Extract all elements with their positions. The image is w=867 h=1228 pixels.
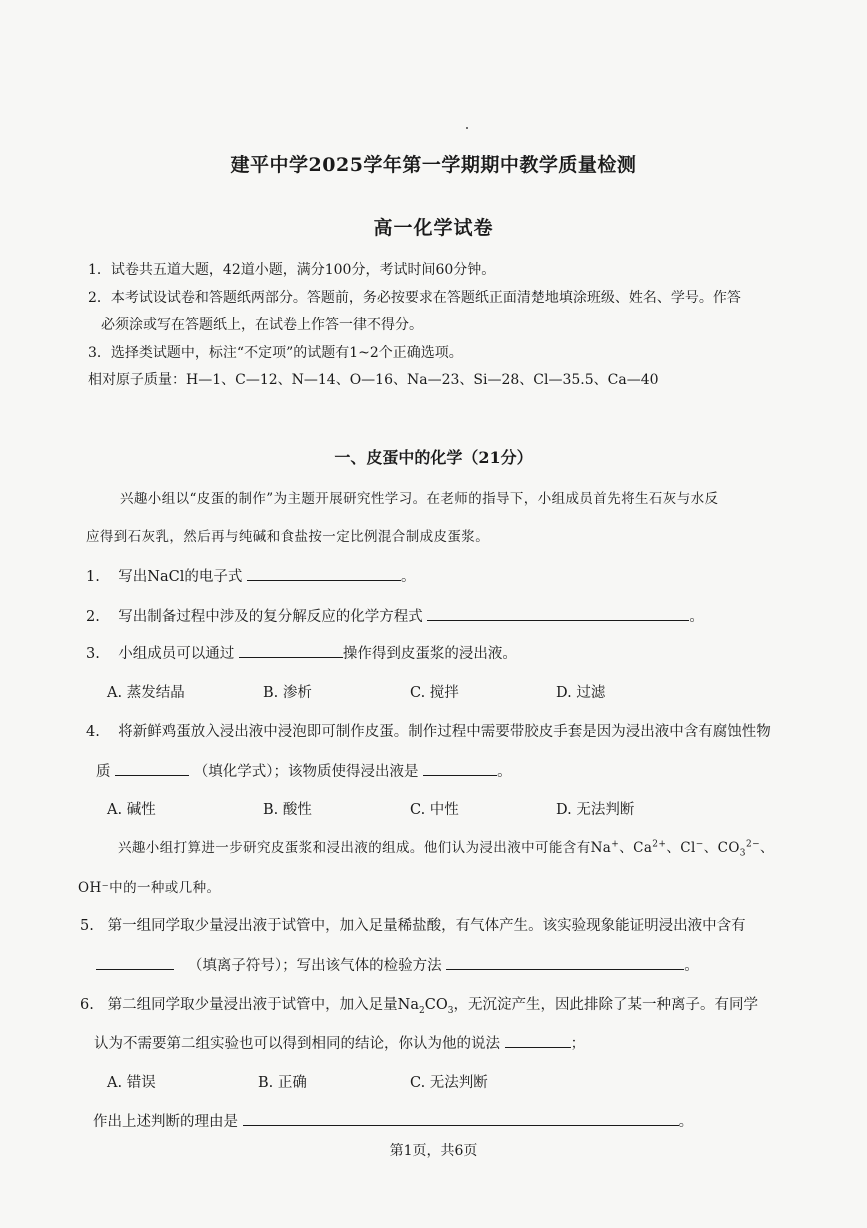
atomic-masses: 相对原子质量：H—1、C—12、N—14、O—16、Na—23、Si—28、Cl—35.5、Ca—40 [88, 372, 659, 388]
section-intro-line2: 应得到石灰乳，然后再与纯碱和食盐按一定比例混合制成皮蛋浆。 [86, 529, 490, 545]
option-a: A. 碱性 [107, 802, 156, 818]
note-2-cont: 必须涂或写在答题纸上，在试卷上作答一律不得分。 [101, 317, 423, 333]
question-text: 将新鲜鸡蛋放入浸出液中浸泡即可制作皮蛋。制作过程中需要带胶皮手套是因为浸出液中含有腐蚀性物 [118, 724, 771, 740]
option-d: D. 无法判断 [556, 802, 635, 818]
answer-blank[interactable] [446, 955, 684, 970]
question-5 [80, 914, 746, 935]
question-end: 。 [689, 609, 704, 625]
subsection-intro-line1: 兴趣小组打算进一步研究皮蛋浆和浸出液的组成。他们认为浸出液中可能含有Na+、$Ca^{2+}$、Cl−、$CO_3^{2-}$、 [118, 839, 774, 859]
answer-blank[interactable] [96, 955, 174, 970]
question-6-line2 [94, 1032, 585, 1053]
answer-blank[interactable] [115, 761, 189, 776]
question-end: 。 [400, 569, 416, 585]
option-d: D. 过滤 [556, 685, 606, 701]
question-text: 操作得到皮蛋浆的浸出液。 [342, 646, 517, 662]
question-number: 6. [80, 997, 94, 1013]
question-text: 写出制备过程中涉及的复分解反应的化学方程式 [118, 609, 423, 625]
section-intro-line1: 兴趣小组以“皮蛋的制作”为主题开展研究性学习。在老师的指导下，小组成员首先将生石灰与水反 [120, 491, 719, 507]
question-4-line2 [96, 760, 512, 781]
answer-blank[interactable] [505, 1033, 571, 1048]
question-number: 2. [86, 609, 100, 625]
option-b: B. 正确 [258, 1075, 307, 1091]
question-6: 6. 第二组同学取少量浸出液于试管中，加入足量$Na_2CO_3$，无沉淀产生，因此排除了某一种离子。有同学 [80, 997, 758, 1016]
option-c: C. 无法判断 [410, 1075, 488, 1091]
option-b: B. 渗析 [263, 685, 312, 701]
question-end: 。 [497, 764, 512, 780]
answer-blank[interactable] [239, 643, 343, 658]
option-b: B. 酸性 [263, 802, 312, 818]
question-text: 认为不需要第二组实验也可以得到相同的结论，你认为他的说法 [94, 1036, 500, 1052]
question-4 [86, 720, 771, 741]
question-text: 第一组同学取少量浸出液于试管中，加入足量稀盐酸，有气体产生。该实验现象能证明浸出液中含有 [107, 918, 746, 934]
question-1 [86, 565, 415, 586]
question-text: 质 [96, 764, 111, 780]
scan-speck [466, 127, 468, 129]
question-end: 。 [678, 1114, 694, 1130]
section-title: 一、皮蛋中的化学（21分） [334, 448, 533, 467]
option-c: C. 中性 [410, 802, 459, 818]
option-a: A. 错误 [107, 1075, 156, 1091]
page-footer: 第1页，共6页 [389, 1143, 478, 1159]
question-number: 4. [86, 724, 100, 740]
answer-blank[interactable] [243, 1111, 679, 1126]
option-a: A. 蒸发结晶 [107, 685, 185, 701]
question-2 [86, 605, 704, 626]
option-c: C. 搅拌 [410, 685, 459, 701]
answer-blank[interactable] [427, 606, 689, 621]
subsection-intro-line2: OH⁻中的一种或几种。 [78, 880, 221, 896]
question-6-line3 [93, 1110, 693, 1131]
question-text: （填离子符号）；写出该气体的检验方法 [187, 958, 442, 974]
question-text: 小组成员可以通过 [118, 646, 235, 662]
question-end: 。 [684, 958, 699, 974]
question-text: 写出NaCl的电子式 [118, 569, 243, 585]
note-2: 2．本考试设试卷和答题纸两部分。答题前，务必按要求在答题纸正面清楚地填涂班级、姓名、学号。作答 [88, 290, 741, 306]
note-1: 1．试卷共五道大题，42道小题，满分100分，考试时间60分钟。 [88, 262, 496, 278]
question-number: 1. [86, 569, 100, 585]
exam-title: 建平中学2025学年第一学期期中教学质量检测 [230, 154, 637, 176]
question-5-line2 [96, 954, 699, 975]
question-text: 作出上述判断的理由是 [93, 1114, 238, 1130]
answer-blank[interactable] [423, 761, 497, 776]
question-3 [86, 642, 517, 663]
question-number: 5. [80, 918, 94, 934]
question-number: 3. [86, 646, 100, 662]
note-3: 3．选择类试题中，标注“不定项”的试题有1~2个正确选项。 [88, 345, 463, 361]
exam-subtitle: 高一化学试卷 [373, 217, 494, 239]
question-end: ； [570, 1036, 586, 1052]
question-text: （填化学式）；该物质使得浸出液是 [193, 764, 419, 780]
question-text: 第二组同学取少量浸出液于试管中，加入足量Na [107, 997, 420, 1013]
answer-blank[interactable] [247, 566, 401, 581]
